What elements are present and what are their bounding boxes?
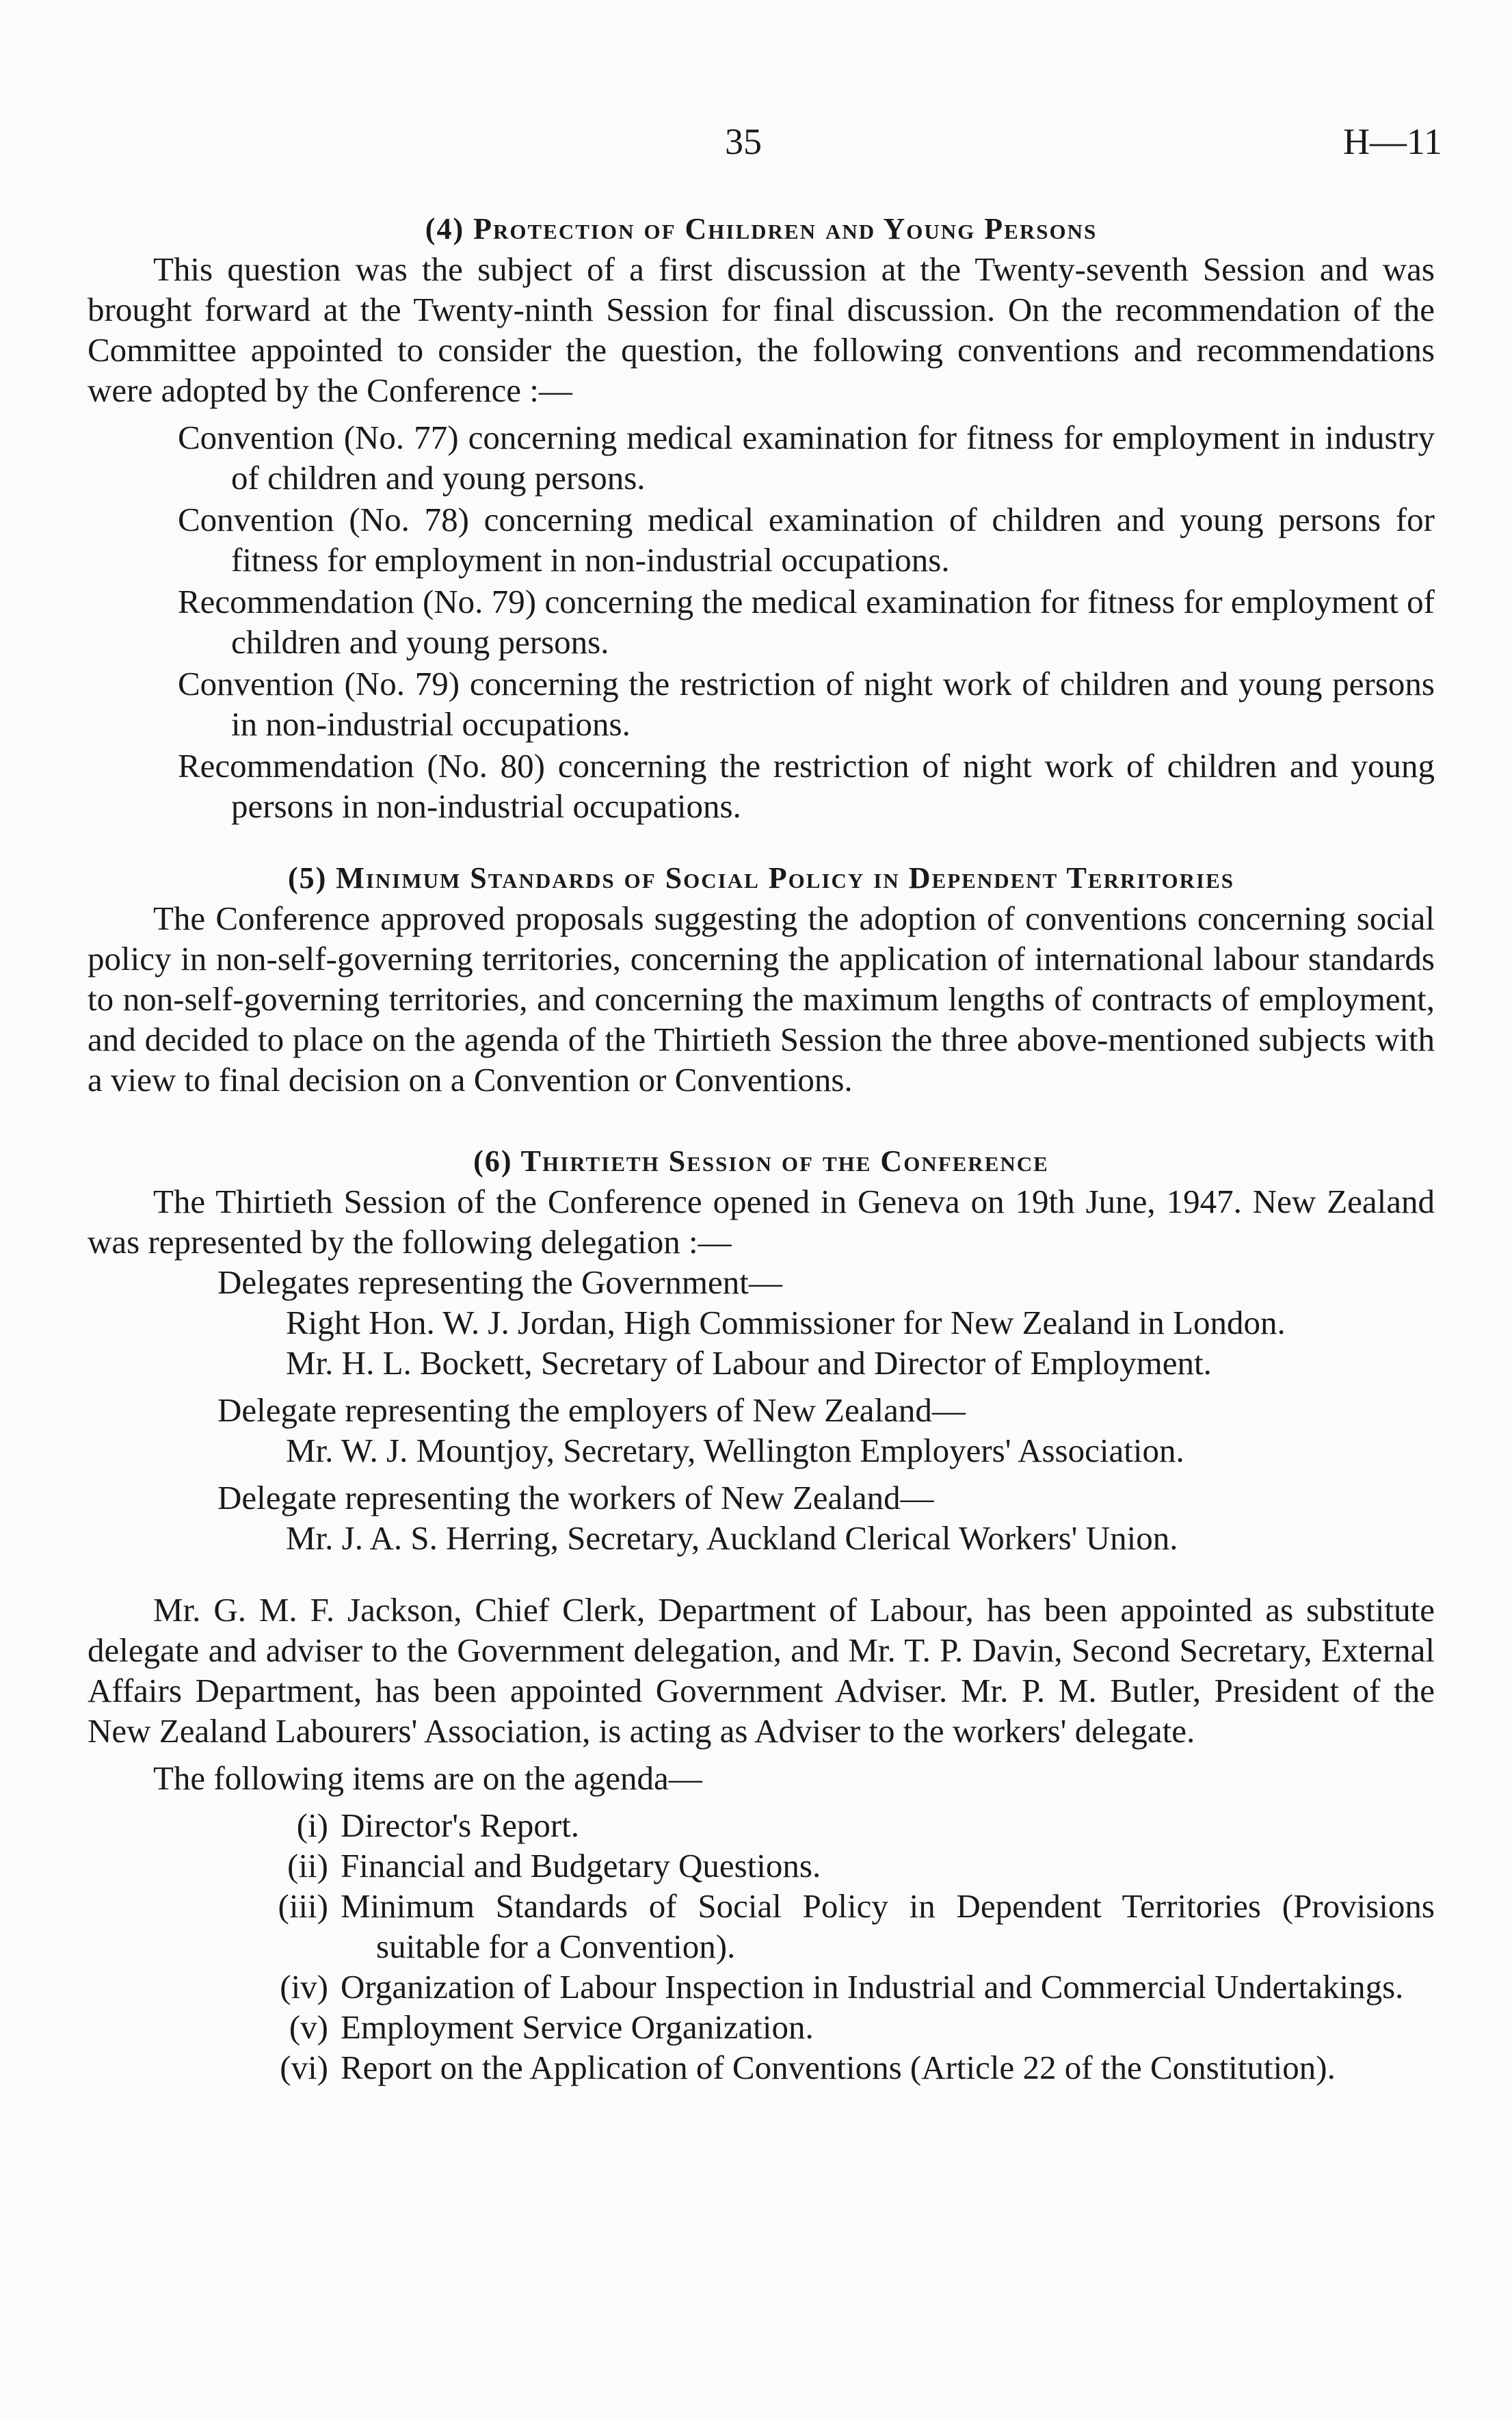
section-heading: (5) Minimum Standards of Social Policy in Dependent Territories xyxy=(287,861,1234,895)
paragraph: This question was the subject of a first discussion at the Twenty-seventh Session and was brought forward at the Twenty-ninth Session for final discussion. On the recommendation of the Committee appointed to consider the question, the following conventions and recommendations were adopted by the Conference :— xyxy=(88,250,1435,409)
paragraph: Mr. G. M. F. Jackson, Chief Clerk, Department of Labour, has been appointed as substitute delegate and adviser to the Government delegation, and Mr. T. P. Davin, Second Secretary, External Affairs Department, has been appointed Government Adviser. Mr. P. M. Butler, President of the New Zealand Labourers' Association, is acting as Adviser to the workers' delegate. xyxy=(88,1591,1435,1750)
page-reference: H—11 xyxy=(1343,121,1442,162)
delegate-name: Mr. J. A. S. Herring, Secretary, Auckland Clerical Workers' Union. xyxy=(286,1519,1178,1557)
delegation-heading: Delegate representing the workers of New Zealand— xyxy=(217,1479,934,1516)
list-item: Convention (No. 79) concerning the restriction of night work of children and young persons in non-industrial occupations. xyxy=(178,665,1435,743)
paragraph: The Conference approved proposals suggesting the adoption of conventions concerning social policy in non-self-governing territories, concerning the application of international labour standards to non-self-governing territories, and concerning the maximum lengths of contracts of employment, and decided to place on the agenda of the Thirtieth Session the three above-mentioned subjects with a view to final decision on a Convention or Conventions. xyxy=(88,899,1435,1099)
agenda-item xyxy=(88,1845,1435,1886)
delegate-name: Mr. H. L. Bockett, Secretary of Labour and Director of Employment. xyxy=(286,1344,1212,1382)
agenda-number: (i) xyxy=(296,1806,328,1844)
page-number: 35 xyxy=(725,121,762,162)
section-heading: (4) Protection of Children and Young Persons xyxy=(425,212,1098,246)
delegation-heading: Delegates representing the Government— xyxy=(217,1263,782,1301)
page-header xyxy=(0,122,1512,170)
agenda-text: Employment Service Organization. xyxy=(341,2008,814,2046)
agenda-text: Director's Report. xyxy=(341,1806,580,1844)
list-item: Recommendation (No. 80) concerning the restriction of night work of children and young persons in non-industrial occupations. xyxy=(178,747,1435,825)
agenda-number: (vi) xyxy=(280,2049,328,2086)
agenda-number: (iv) xyxy=(280,1968,328,2006)
list-item: Convention (No. 77) concerning medical examination for fitness for employment in industry of children and young persons. xyxy=(178,419,1435,497)
agenda-item xyxy=(88,2007,1435,2047)
agenda-intro: The following items are on the agenda— xyxy=(153,1759,702,1797)
agenda-item xyxy=(88,1886,1435,1967)
agenda-item xyxy=(88,1967,1435,2007)
agenda-item xyxy=(88,1805,1435,1845)
agenda-text: Minimum Standards of Social Policy in Dependent Territories (Provisions suitable for a Convention). xyxy=(341,1887,1435,1965)
section-heading: (6) Thirtieth Session of the Conference xyxy=(473,1144,1049,1178)
agenda-number: (ii) xyxy=(287,1847,328,1884)
agenda-number: (v) xyxy=(289,2008,328,2046)
paragraph: The Thirtieth Session of the Conference opened in Geneva on 19th June, 1947. New Zealand was represented by the following delegation :— xyxy=(88,1183,1435,1261)
delegate-name: Right Hon. W. J. Jordan, High Commissioner for New Zealand in London. xyxy=(286,1304,1286,1341)
delegate-name: Mr. W. J. Mountjoy, Secretary, Wellington Employers' Association. xyxy=(286,1432,1184,1469)
document-body xyxy=(88,209,1435,2088)
agenda-item xyxy=(88,2047,1435,2088)
list-item: Convention (No. 78) concerning medical examination of children and young persons for fitness for employment in non-industrial occupations. xyxy=(178,501,1435,579)
agenda-text: Organization of Labour Inspection in Industrial and Commercial Undertakings. xyxy=(341,1968,1404,2006)
delegation-heading: Delegate representing the employers of New Zealand— xyxy=(217,1391,966,1429)
agenda-text: Report on the Application of Conventions (Article 22 of the Constitution). xyxy=(341,2049,1336,2086)
list-item: Recommendation (No. 79) concerning the medical examination for fitness for employment of children and young persons. xyxy=(178,583,1435,661)
agenda-text: Financial and Budgetary Questions. xyxy=(341,1847,821,1884)
agenda-number: (iii) xyxy=(278,1887,328,1925)
